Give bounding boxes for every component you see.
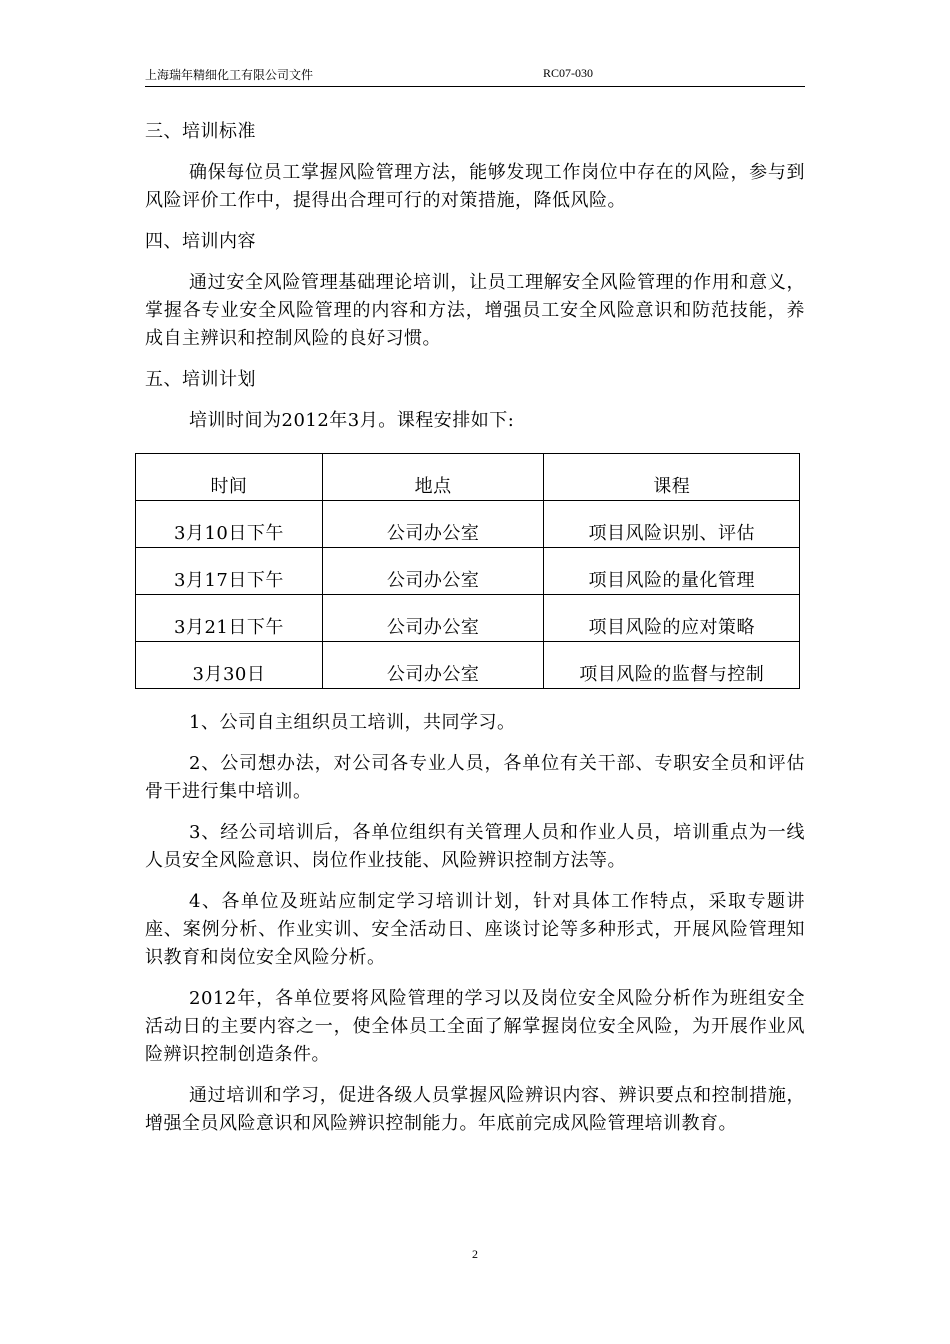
page-number: 2: [472, 1247, 478, 1261]
section-heading-standard: 三、培训标准: [145, 121, 256, 142]
paragraph-2012-plan: 2012年，各单位要将风险管理的学习以及岗位安全风险分析作为班组安全活动日的主要内容之一，使全体员工全面了解掌握岗位安全风险，为开展作业风险辨识控制创造条件。: [145, 988, 805, 1065]
section-heading-plan: 五、培训计划: [145, 369, 256, 390]
table-header-row: [136, 454, 800, 501]
table-cell: 3月10日下午: [136, 501, 323, 548]
table-cell: 项目风险识别、评估: [544, 501, 800, 548]
table-cell: 3月17日下午: [136, 548, 323, 595]
paragraph-standard: 确保每位员工掌握风险管理方法，能够发现工作岗位中存在的风险，参与到风险评价工作中，提得出合理可行的对策措施，降低风险。: [145, 162, 805, 211]
document-number: RC07-030: [543, 66, 594, 80]
list-item: 2、公司想办法，对公司各专业人员，各单位有关干部、专职安全员和评估骨干进行集中培训。: [145, 753, 805, 802]
table-cell: 公司办公室: [322, 595, 544, 642]
table-row: [136, 642, 800, 689]
paragraph-content: 通过安全风险管理基础理论培训，让员工理解安全风险管理的作用和意义，掌握各专业安全风险管理的内容和方法，增强员工安全风险意识和防范技能，养成自主辨识和控制风险的良好习惯。: [145, 272, 805, 349]
table-cell: 公司办公室: [322, 548, 544, 595]
training-schedule-table: [135, 453, 800, 689]
table-cell: 3月30日: [136, 642, 323, 689]
company-name: 上海瑞年精细化工有限公司文件: [145, 68, 314, 82]
table-row: [136, 501, 800, 548]
table-row: [136, 595, 800, 642]
list-item: 1、公司自主组织员工培训，共同学习。: [189, 712, 516, 733]
table-cell: 项目风险的量化管理: [544, 548, 800, 595]
document-body: [145, 118, 805, 1151]
table-cell: 项目风险的应对策略: [544, 595, 800, 642]
table-header-cell: 课程: [544, 454, 800, 501]
table-header-cell: 地点: [322, 454, 544, 501]
paragraph-plan-intro: 培训时间为2012年3月。课程安排如下:: [189, 410, 515, 431]
page-header: [145, 62, 805, 87]
list-item: 3、经公司培训后，各单位组织有关管理人员和作业人员，培训重点为一线人员安全风险意识、岗位作业技能、风险辨识控制方法等。: [145, 822, 805, 871]
table-header-cell: 时间: [136, 454, 323, 501]
table-cell: 项目风险的监督与控制: [544, 642, 800, 689]
paragraph-conclusion: 通过培训和学习，促进各级人员掌握风险辨识内容、辨识要点和控制措施，增强全员风险意识和风险辨识控制能力。年底前完成风险管理培训教育。: [145, 1085, 805, 1134]
list-item: 4、各单位及班站应制定学习培训计划，针对具体工作特点，采取专题讲座、案例分析、作业实训、安全活动日、座谈讨论等多种形式，开展风险管理知识教育和岗位安全风险分析。: [145, 891, 805, 968]
table-cell: 公司办公室: [322, 501, 544, 548]
section-heading-content: 四、培训内容: [145, 231, 256, 252]
table-cell: 3月21日下午: [136, 595, 323, 642]
table-cell: 公司办公室: [322, 642, 544, 689]
table-row: [136, 548, 800, 595]
